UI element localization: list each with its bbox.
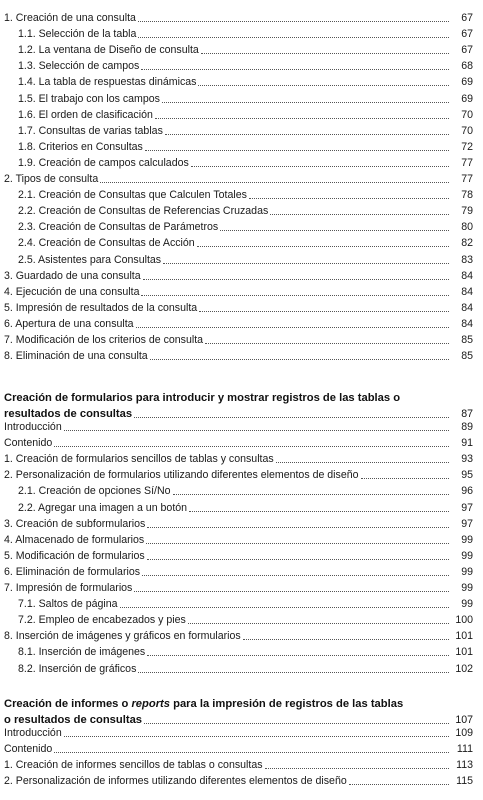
dot-leader [197, 246, 449, 247]
toc-entry [4, 725, 473, 740]
toc-entry [4, 435, 473, 450]
entry-title: 1.2. La ventana de Diseño de consulta [18, 44, 199, 57]
toc-entry [18, 26, 473, 41]
toc-entry [4, 564, 473, 579]
toc-entry [18, 500, 473, 515]
page-number: 72 [461, 140, 473, 153]
toc-entry [18, 661, 473, 676]
dot-leader [147, 655, 449, 656]
dot-leader [188, 623, 449, 624]
entry-title: 1.6. El orden de clasificación [18, 108, 153, 121]
dot-leader [136, 327, 449, 328]
toc-entry [18, 483, 473, 498]
page-number: 99 [461, 598, 473, 611]
page-number: 83 [461, 253, 473, 266]
heading-line: Creación de informes o reports para la impresión de registros de las tablas [4, 698, 404, 710]
page-number: 84 [461, 317, 473, 330]
toc-entry [4, 300, 473, 315]
toc-entry [18, 139, 473, 154]
entry-title: 2.1. Creación de Consultas que Calculen Totales [18, 189, 247, 202]
dot-leader [138, 37, 449, 38]
dot-leader [173, 494, 449, 495]
page-number: 101 [455, 646, 473, 659]
toc-entry [18, 596, 473, 611]
dot-leader [141, 69, 449, 70]
dot-leader [100, 182, 449, 183]
entry-title: Introducción [4, 421, 62, 433]
entry-title: 2. Personalización de informes utilizando diferentes elementos de diseño [4, 775, 347, 788]
page-number: 78 [461, 189, 473, 202]
page-number: 85 [461, 334, 473, 346]
page-number: 67 [461, 44, 473, 57]
dot-leader [155, 118, 449, 119]
page-number: 67 [461, 12, 473, 24]
dot-leader [205, 343, 449, 344]
toc-entry [4, 757, 473, 772]
entry-title: 1.9. Creación de campos calculados [18, 156, 189, 169]
entry-title: 4. Ejecución de una consulta [4, 285, 140, 298]
section-heading-formularios [4, 390, 473, 422]
toc-entry [18, 123, 473, 138]
entry-title: 5. Modificación de formularios [4, 549, 145, 562]
dot-leader [54, 752, 449, 753]
dot-leader [120, 607, 449, 608]
dot-leader [165, 134, 449, 135]
page-number: 111 [456, 743, 473, 756]
dot-leader [138, 672, 449, 673]
page-number: 68 [461, 60, 473, 73]
toc-entry [18, 644, 473, 659]
entry-title: Contenido [4, 437, 53, 450]
entry-title: 5. Impresión de resultados de la consulta [4, 301, 198, 314]
entry-title: 8. Eliminación de una consulta [4, 350, 148, 363]
dot-leader [270, 214, 449, 215]
page-number: 70 [461, 124, 473, 137]
dot-leader [134, 591, 449, 592]
toc-entry [18, 187, 473, 202]
page-number: 99 [461, 565, 473, 578]
dot-leader [64, 430, 449, 431]
page-number: 97 [461, 501, 473, 514]
entry-title: 3. Guardado de una consulta [4, 269, 141, 282]
toc-entry [18, 219, 473, 234]
toc-entry [4, 348, 473, 363]
toc-entry [4, 332, 473, 347]
page-number: 89 [461, 421, 473, 433]
entry-title: 1.5. El trabajo con los campos [18, 92, 160, 105]
dot-leader [163, 263, 449, 264]
dot-leader [162, 102, 449, 103]
italic-word: reports [131, 698, 170, 710]
toc-entry [18, 107, 473, 122]
toc-entry [4, 316, 473, 331]
toc-entry [4, 10, 473, 25]
entry-title: 2.1. Creación de opciones Sí/No [18, 485, 171, 498]
dot-leader [220, 230, 449, 231]
dot-leader [143, 279, 449, 280]
entry-title: 1. Creación de una consulta [4, 12, 136, 24]
dot-leader [191, 166, 449, 167]
dot-leader [150, 359, 449, 360]
entry-title: 1.7. Consultas de varias tablas [18, 124, 163, 137]
entry-title: 1. Creación de informes sencillos de tablas o consultas [4, 759, 263, 772]
dot-leader [141, 295, 449, 296]
toc-entry [4, 516, 473, 531]
page-number: 84 [461, 269, 473, 282]
dot-leader [147, 527, 449, 528]
dot-leader [276, 462, 449, 463]
entry-title: 2.2. Creación de Consultas de Referencias Cruzadas [18, 205, 269, 218]
dot-leader [134, 417, 449, 418]
heading-line: Creación de formularios para introducir y mostrar registros de las tablas o [4, 392, 401, 404]
page-number: 67 [461, 28, 473, 41]
page-number: 99 [461, 533, 473, 546]
section-heading-informes [4, 696, 473, 728]
entry-title: 2. Personalización de formularios utilizando diferentes elementos de diseño [4, 469, 359, 482]
page-number: 80 [461, 221, 473, 234]
page-number: 84 [461, 301, 473, 314]
page-number: 100 [455, 614, 473, 627]
entry-title: 8. Inserción de imágenes y gráficos en formularios [4, 630, 241, 643]
page-number: 115 [456, 775, 473, 788]
dot-leader [64, 736, 449, 737]
page-number: 77 [461, 173, 473, 185]
dot-leader [265, 768, 449, 769]
toc-entry [4, 467, 473, 482]
heading-line: o resultados de consultas [4, 714, 143, 726]
page-number: 97 [461, 517, 473, 530]
entry-title: Contenido [4, 743, 53, 756]
entry-title: 1. Creación de formularios sencillos de tablas y consultas [4, 453, 274, 466]
page-number: 101 [455, 630, 473, 643]
dot-leader [201, 53, 449, 54]
toc-entry [18, 74, 473, 89]
dot-leader [142, 575, 449, 576]
page-number: 87 [461, 408, 473, 420]
toc-entry [4, 628, 473, 643]
entry-title: 7.2. Empleo de encabezados y pies [18, 614, 186, 627]
page-number: 107 [455, 714, 473, 726]
dot-leader [54, 446, 449, 447]
entry-title: 1.1. Selección de la tabla [18, 28, 137, 41]
toc-entry [4, 580, 473, 595]
entry-title: 8.1. Inserción de imágenes [18, 646, 146, 659]
entry-title: 1.3. Selección de campos [18, 60, 140, 73]
dot-leader [147, 559, 449, 560]
toc-entry [4, 532, 473, 547]
entry-title: 6. Eliminación de formularios [4, 565, 141, 578]
page-number: 91 [461, 437, 473, 450]
entry-title: 2. Tipos de consulta [4, 173, 99, 185]
toc-entry [18, 235, 473, 250]
dot-leader [199, 311, 449, 312]
entry-title: 8.2. Inserción de gráficos [18, 662, 137, 675]
page-number: 70 [461, 108, 473, 121]
toc-entry [4, 268, 473, 283]
entry-title: 2.2. Agregar una imagen a un botón [18, 501, 188, 514]
page-number: 95 [461, 469, 473, 482]
page-number: 102 [455, 662, 473, 675]
toc-entry [4, 741, 473, 756]
toc-entry [4, 548, 473, 563]
entry-title: 7. Modificación de los criterios de consulta [4, 334, 204, 346]
page-number: 79 [461, 205, 473, 218]
toc-entry [18, 203, 473, 218]
page-number: 84 [461, 285, 473, 298]
page-number: 96 [461, 485, 473, 498]
page-number: 69 [461, 92, 473, 105]
toc-entry [18, 612, 473, 627]
toc-entry [4, 171, 473, 186]
page-number: 85 [461, 350, 473, 363]
dot-leader [249, 198, 449, 199]
entry-title: 3. Creación de subformularios [4, 517, 146, 530]
toc-entry [18, 58, 473, 73]
entry-title: 6. Apertura de una consulta [4, 317, 134, 330]
entry-title: 2.5. Asistentes para Consultas [18, 253, 162, 266]
heading-line: resultados de consultas [4, 408, 133, 420]
dot-leader [349, 784, 449, 785]
toc-entry [4, 451, 473, 466]
toc-entry [18, 42, 473, 57]
toc-entry [18, 91, 473, 106]
entry-title: 4. Almacenado de formularios [4, 533, 145, 546]
dot-leader [243, 639, 449, 640]
dot-leader [145, 150, 449, 151]
page-number: 69 [461, 76, 473, 89]
entry-title: 1.4. La tabla de respuestas dinámicas [18, 76, 197, 89]
entry-title: 7. Impresión de formularios [4, 582, 133, 594]
dot-leader [144, 723, 449, 724]
entry-title: 2.3. Creación de Consultas de Parámetros [18, 221, 219, 234]
dot-leader [189, 511, 449, 512]
dot-leader [138, 21, 449, 22]
toc-entry [4, 419, 473, 434]
dot-leader [198, 85, 449, 86]
toc-entry [18, 252, 473, 267]
page-number: 77 [461, 156, 473, 169]
page-number: 93 [461, 453, 473, 466]
page-number: 99 [461, 549, 473, 562]
toc-entry [4, 284, 473, 299]
entry-title: Introducción [4, 727, 62, 739]
entry-title: 1.8. Criterios en Consultas [18, 140, 143, 153]
page-number: 113 [456, 759, 473, 772]
dot-leader [361, 478, 449, 479]
toc-entry [18, 155, 473, 170]
page-number: 99 [461, 582, 473, 594]
page-number: 109 [455, 727, 473, 739]
toc-entry [4, 773, 473, 788]
page-number: 82 [461, 237, 473, 250]
dot-leader [146, 543, 449, 544]
entry-title: 7.1. Saltos de página [18, 598, 118, 611]
entry-title: 2.4. Creación de Consultas de Acción [18, 237, 195, 250]
